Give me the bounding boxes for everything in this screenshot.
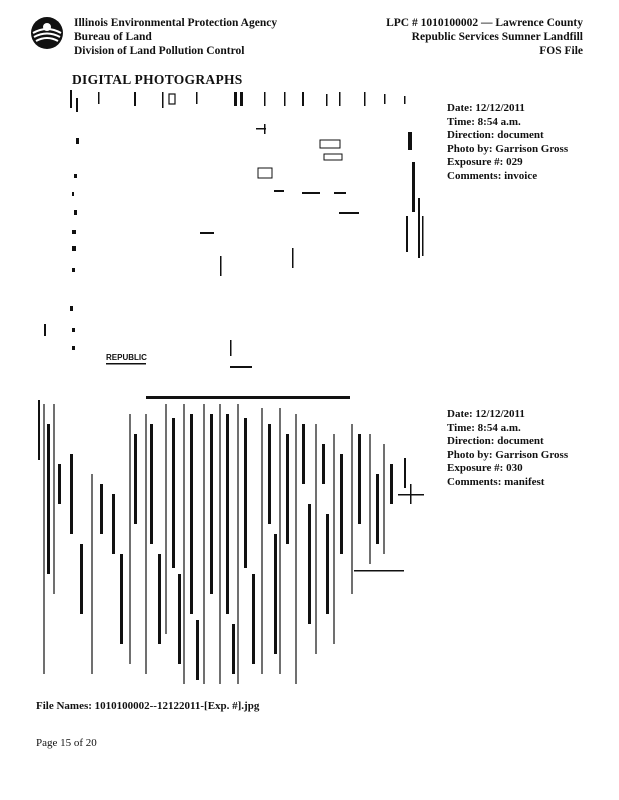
photo-photographer: Photo by: Garrison Gross	[447, 448, 569, 461]
lpc-number: LPC # 1010100002 — Lawrence County	[386, 17, 583, 29]
photo-comments: Comments: manifest	[447, 475, 545, 488]
agency-name: Illinois Environmental Protection Agency	[74, 17, 278, 29]
photo-direction: Direction: document	[447, 129, 544, 141]
section-title: DIGITAL PHOTOGRAPHS	[72, 72, 243, 87]
photo-manifest-metadata	[447, 408, 568, 489]
photo-manifest	[34, 394, 434, 694]
photo-invoice-metadata	[447, 102, 568, 183]
iepa-logo	[30, 16, 64, 50]
photo-direction: Direction: document	[447, 435, 544, 447]
header-site-block	[386, 16, 583, 58]
photo-exposure: Exposure #: 029	[447, 156, 523, 168]
photo-time: Time: 8:54 a.m.	[447, 421, 521, 434]
file-names: File Names: 1010100002--12122011-[Exp. #].jpg	[36, 700, 260, 712]
photo-comments: Comments: invoice	[447, 169, 538, 182]
photo-time: Time: 8:54 a.m.	[447, 115, 521, 128]
photo-date: Date: 12/12/2011	[447, 408, 525, 420]
photo-exposure: Exposure #: 030	[447, 462, 523, 474]
bureau-name: Bureau of Land	[74, 31, 152, 43]
file-type: FOS File	[539, 45, 583, 57]
photo-date: Date: 12/12/2011	[447, 102, 525, 114]
division-name: Division of Land Pollution Control	[74, 45, 245, 57]
page-number: Page 15 of 20	[36, 737, 97, 749]
site-name: Republic Services Sumner Landfill	[411, 31, 583, 43]
photo-photographer: Photo by: Garrison Gross	[447, 142, 569, 155]
photo-invoice	[34, 88, 434, 378]
header-agency-block	[74, 16, 277, 58]
republic-logo-text: REPUBLIC	[106, 353, 147, 362]
